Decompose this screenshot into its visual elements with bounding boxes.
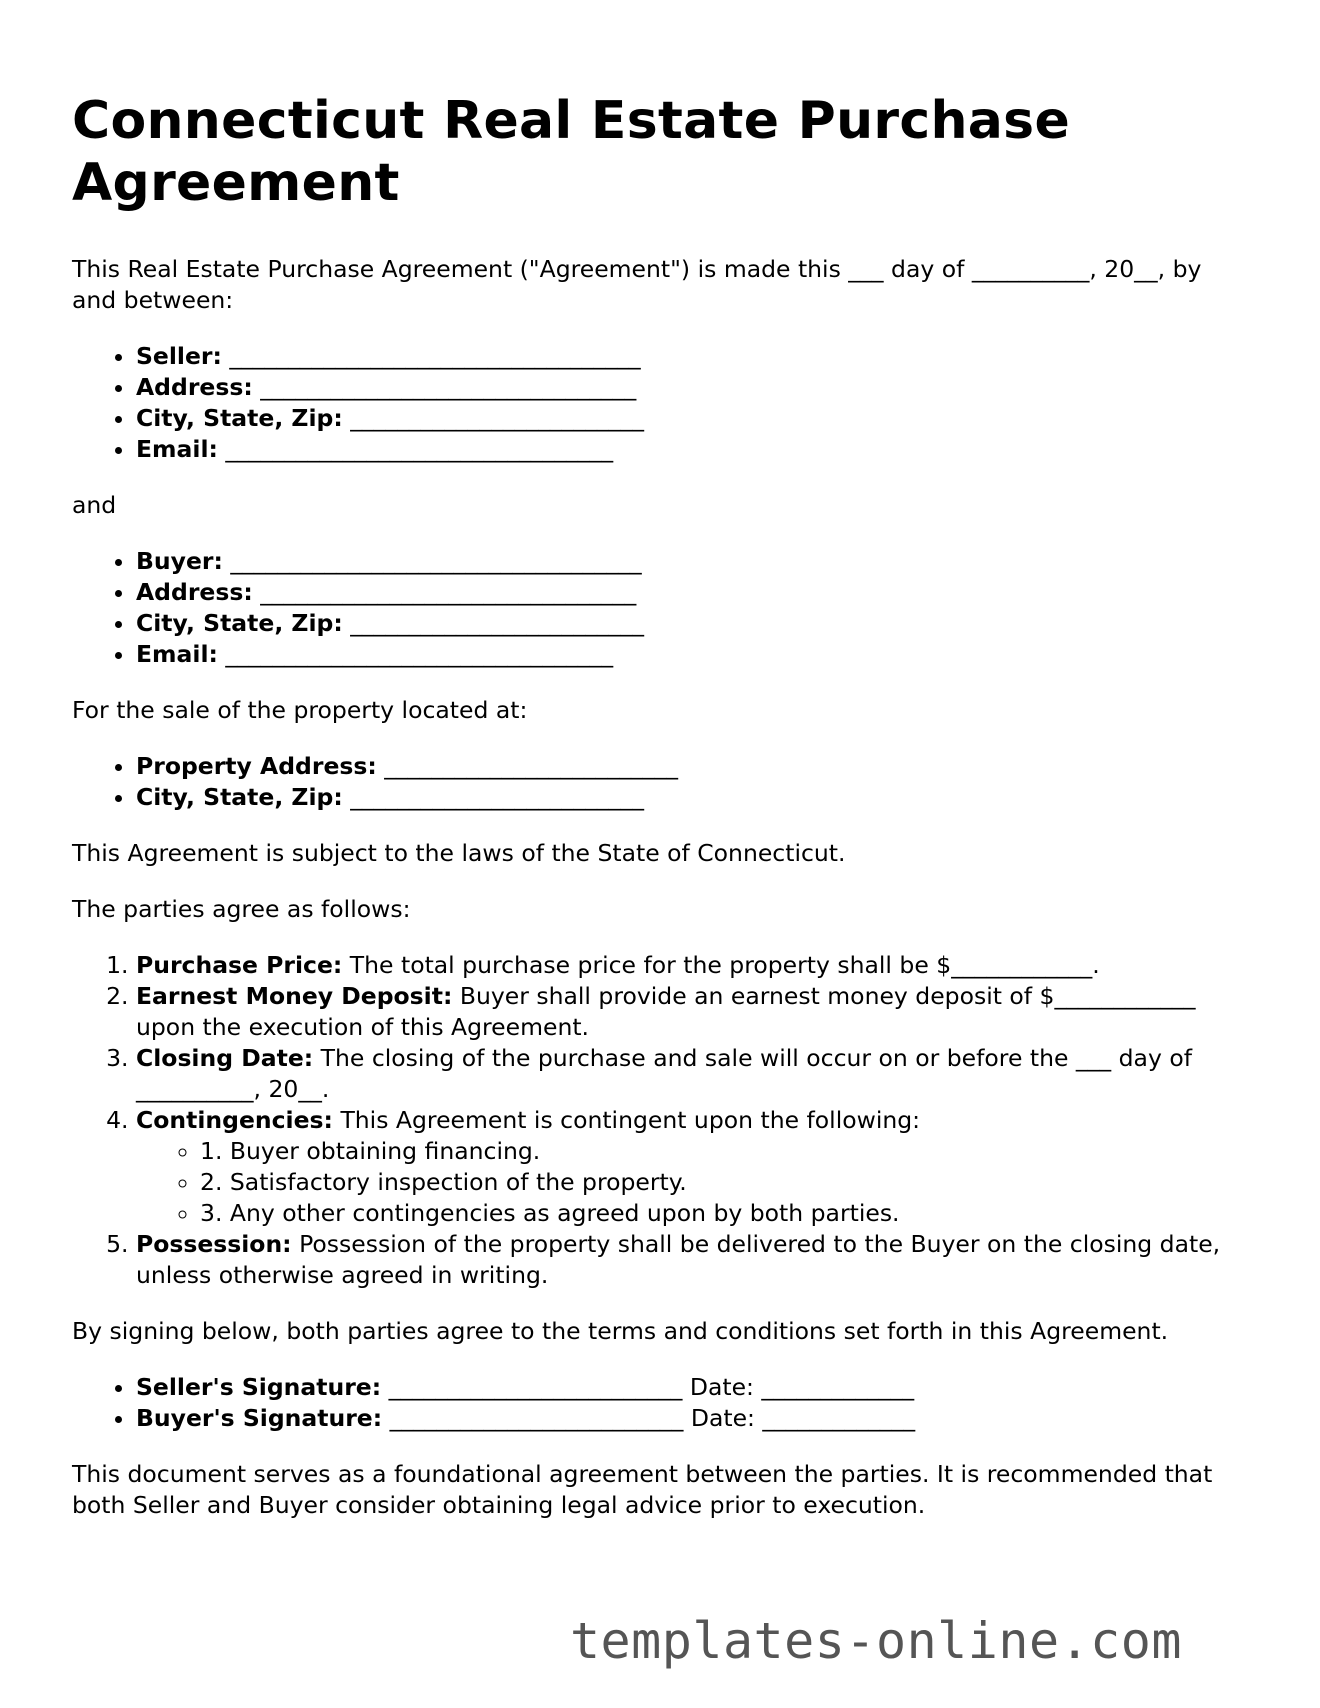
term-label: Earnest Money Deposit: [136,982,453,1010]
property-city-state-zip-field [136,782,1248,813]
buyer-city-state-zip-field [136,608,1248,639]
buyer-name-field [136,546,1248,577]
terms-list [72,950,1248,1291]
seller-address-field [136,372,1248,403]
term-earnest-money [136,981,1248,1043]
field-blank: ________________________________ [260,578,637,606]
signing-intro: By signing below, both parties agree to the terms and conditions set forth in this Agreement. [72,1317,1169,1345]
field-label: City, State, Zip: [136,783,343,811]
seller-email-field [136,434,1248,465]
seller-name-field [136,341,1248,372]
contingency-item: ◦ 3. Any other contingencies as agreed upon by both parties. [200,1198,1248,1229]
agree-intro: The parties agree as follows: [72,895,411,923]
signature-blank: _________________________ [388,1373,683,1401]
term-label: Purchase Price: [136,951,343,979]
seller-fields-list [72,341,1248,465]
signatures-list [72,1372,1248,1434]
contingency-item: ◦ 2. Satisfactory inspection of the property. [200,1167,1248,1198]
field-blank: ___________________________________ [230,547,642,575]
buyer-address-field [136,577,1248,608]
field-label: Address: [136,373,253,401]
property-fields-list [72,751,1248,813]
term-text: Buyer shall provide an earnest money deposit of $____________ upon the execution of this Agreement. [136,982,1196,1041]
term-contingencies [136,1105,1248,1229]
field-blank: _________________________________ [225,435,614,463]
field-label: Address: [136,578,253,606]
signature-label: Seller's Signature: [136,1373,382,1401]
signature-blank: _________________________ [389,1404,684,1432]
buyer-fields-list [72,546,1248,670]
term-label: Closing Date: [136,1044,314,1072]
law-statement: This Agreement is subject to the laws of the State of Connecticut. [72,839,846,867]
contingencies-list [136,1136,1248,1229]
term-text: This Agreement is contingent upon the following: [340,1106,921,1134]
field-label: Email: [136,435,218,463]
field-label: Property Address: [136,752,377,780]
property-intro: For the sale of the property located at: [72,696,528,724]
document-title: Connecticut Real Estate Purchase Agreement [72,91,1071,213]
field-blank: _________________________ [350,404,644,432]
closing-note: This document serves as a foundational agreement between the parties. It is recommended that both Seller and Buyer consider obtaining legal advice prior to execution. [72,1460,1213,1519]
signature-label: Buyer's Signature: [136,1404,383,1432]
field-blank: _________________________ [384,752,679,780]
seller-signature-line [136,1372,1248,1403]
contingency-item: ◦ 1. Buyer obtaining financing. [200,1136,1248,1167]
term-text: Possession of the property shall be delivered to the Buyer on the closing date, unless otherwise agreed in writing. [136,1230,1221,1289]
buyer-signature-line [136,1403,1248,1434]
date-blank: Date: _____________ [690,1404,916,1432]
seller-city-state-zip-field [136,403,1248,434]
field-blank: _________________________ [350,783,644,811]
term-label: Possession: [136,1230,292,1258]
field-label: City, State, Zip: [136,404,343,432]
term-text: The total purchase price for the property shall be $____________. [349,951,1100,979]
field-blank: ________________________________ [260,373,637,401]
term-possession [136,1229,1248,1291]
and-text: and [72,491,117,519]
field-label: Seller: [136,342,222,370]
field-label: Email: [136,640,218,668]
field-label: Buyer: [136,547,223,575]
watermark: templates-online.com [569,1612,1182,1670]
field-blank: _________________________ [350,609,644,637]
intro-paragraph: This Real Estate Purchase Agreement ("Agreement") is made this ___ day of __________, 20__, by and between: [72,255,1202,314]
term-label: Contingencies: [136,1106,333,1134]
field-label: City, State, Zip: [136,609,343,637]
date-blank: Date: _____________ [689,1373,915,1401]
buyer-email-field [136,639,1248,670]
field-blank: _________________________________ [225,640,614,668]
property-address-field [136,751,1248,782]
field-blank: ___________________________________ [229,342,641,370]
term-text: The closing of the purchase and sale will occur on or before the ___ day of __________, 20__. [136,1044,1192,1103]
term-purchase-price [136,950,1248,981]
term-closing-date [136,1043,1248,1105]
